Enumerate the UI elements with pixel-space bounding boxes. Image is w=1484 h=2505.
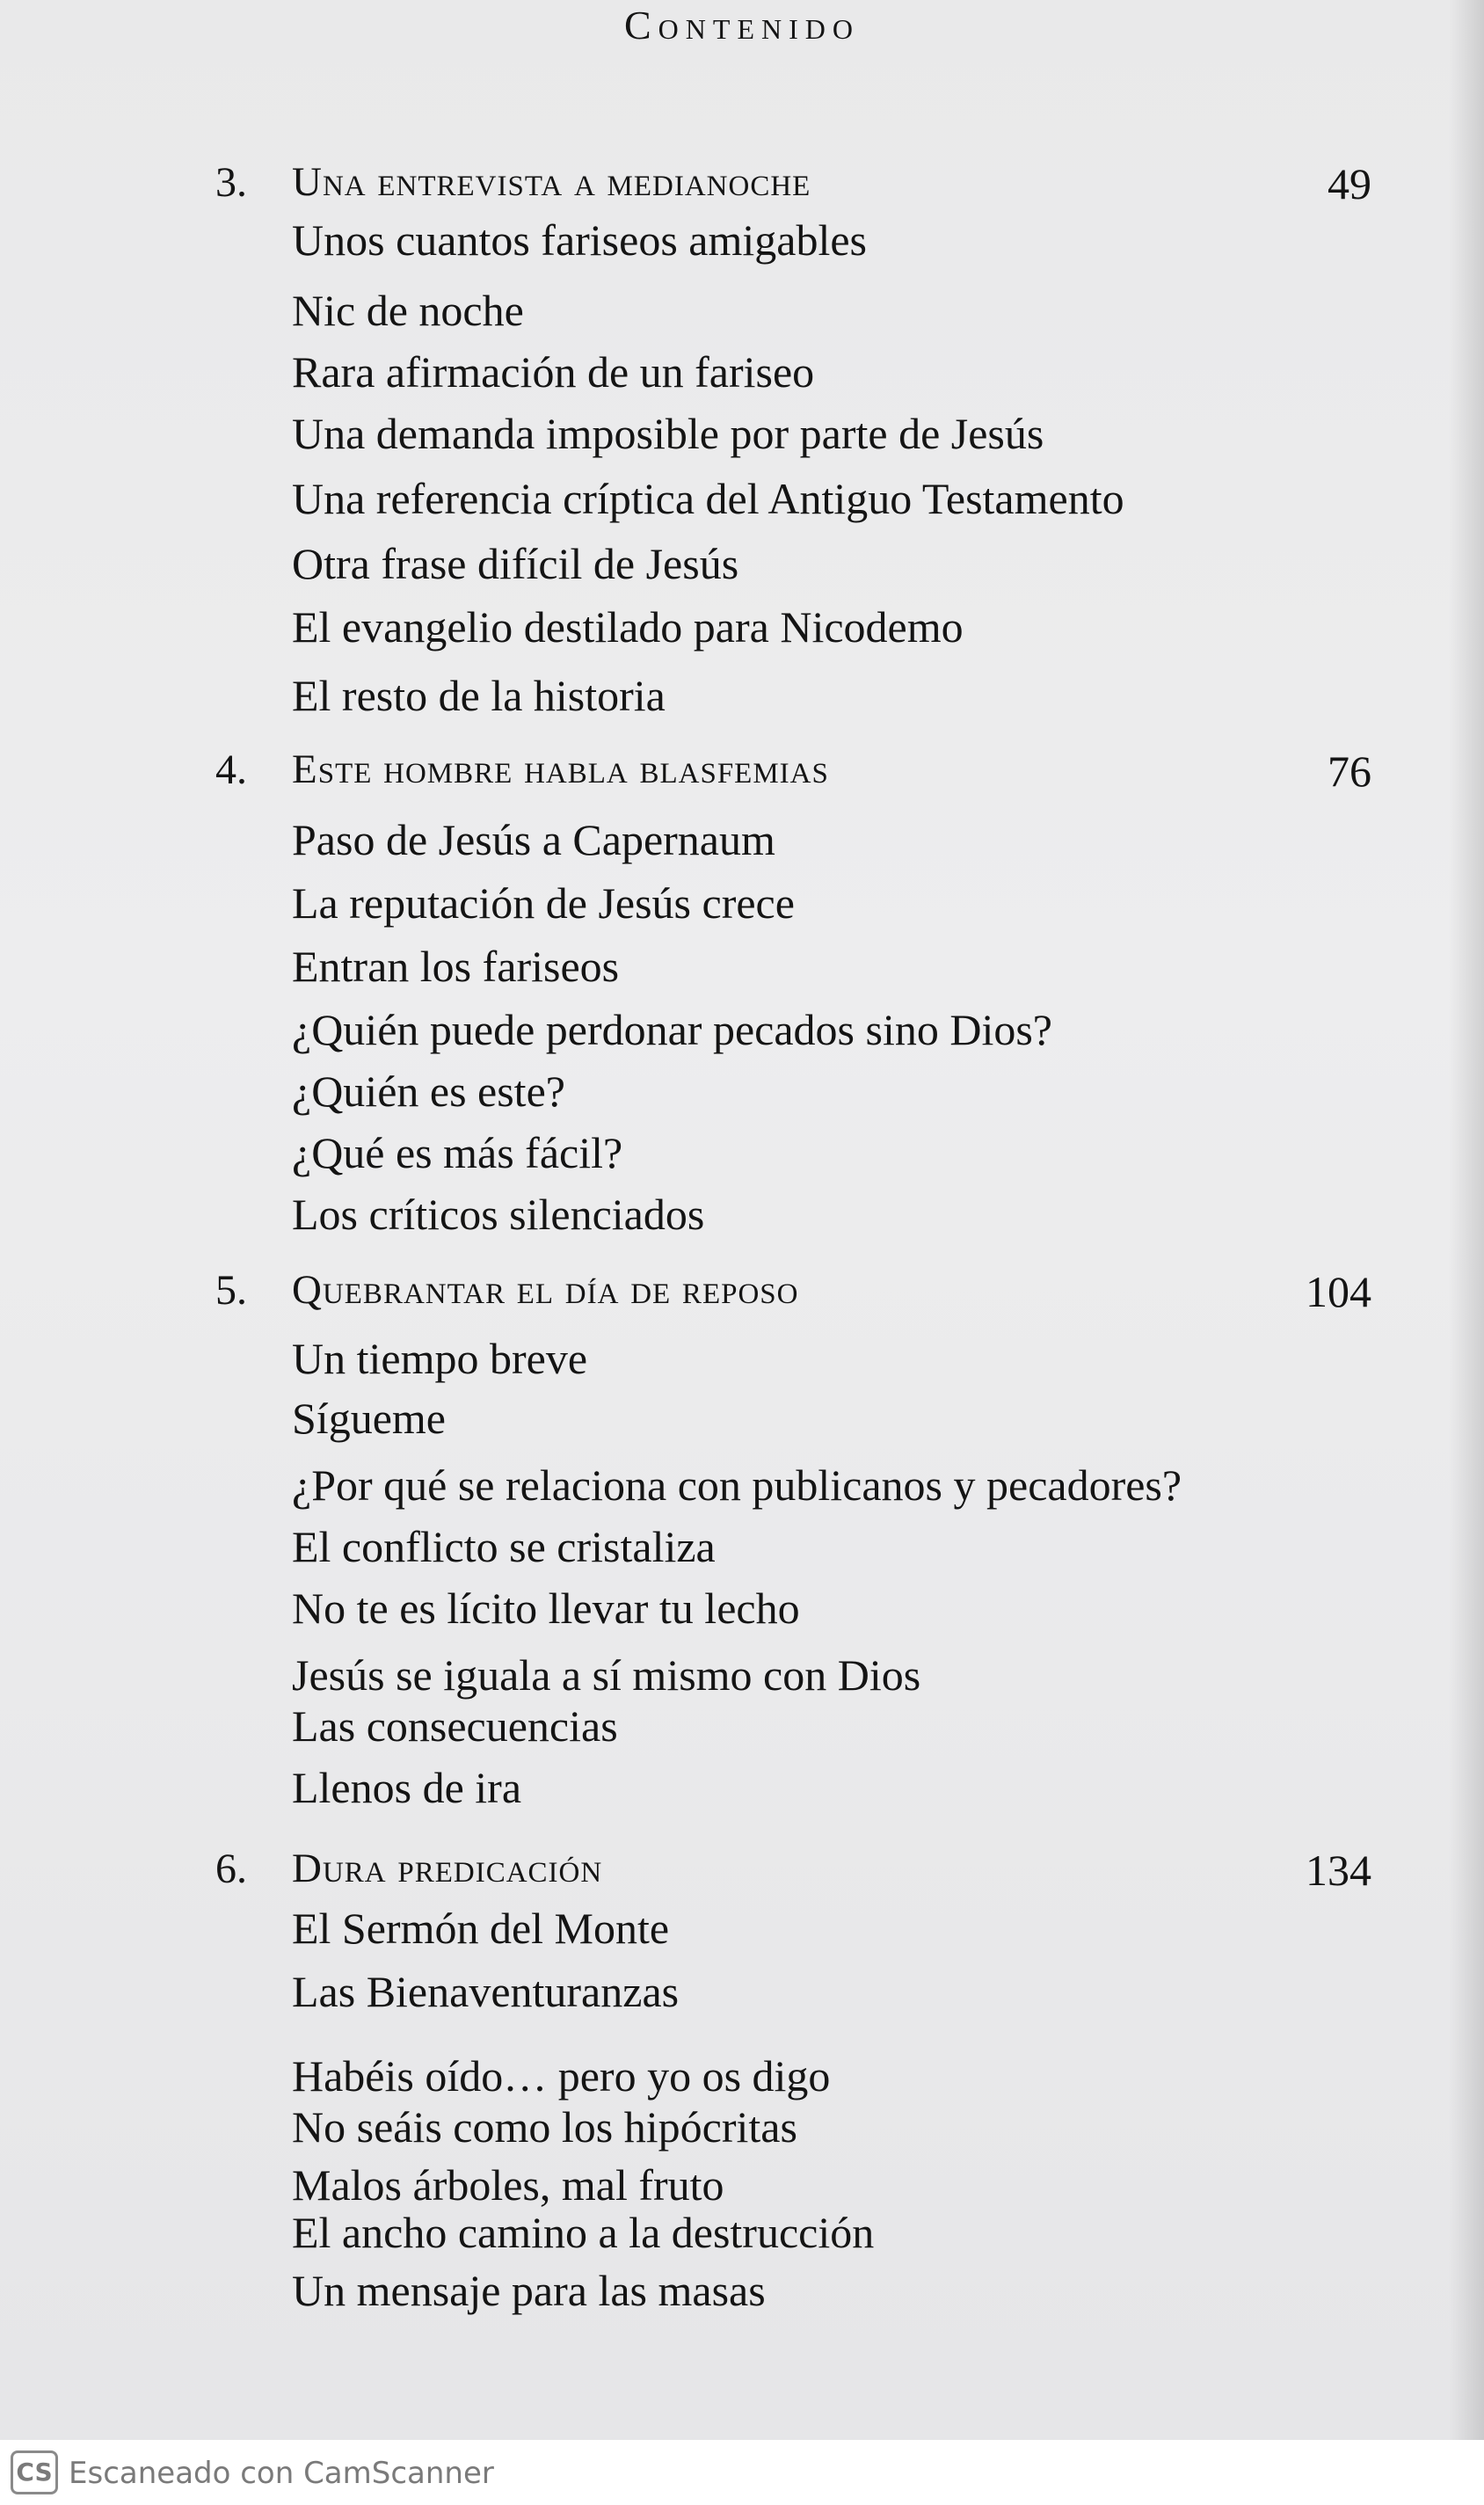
toc-entry: La reputación de Jesús crece <box>292 878 795 928</box>
toc-entry: Un tiempo breve <box>292 1334 588 1383</box>
chapter-title: Una entrevista a medianoche <box>292 159 811 205</box>
chapter-page-number: 49 <box>1328 159 1371 208</box>
toc-entry: Paso de Jesús a Capernaum <box>292 815 775 864</box>
toc-entry: Unos cuantos fariseos amigables <box>292 215 868 265</box>
toc-entry: Las consecuencias <box>292 1701 618 1751</box>
chapter-number: 6. <box>215 1846 247 1892</box>
toc-entry: Sígueme <box>292 1394 446 1443</box>
toc-entry: Llenos de ira <box>292 1763 522 1812</box>
toc-entry: ¿Quién es este? <box>292 1067 565 1116</box>
toc-entry: Jesús se iguala a sí mismo con Dios <box>292 1650 921 1700</box>
scan-watermark-text: Escaneado con CamScanner <box>69 2456 494 2491</box>
toc-entry: Nic de noche <box>292 286 524 335</box>
chapter-page-number: 134 <box>1306 1846 1371 1895</box>
scan-footer <box>0 2440 1484 2505</box>
toc-entry: El ancho camino a la destrucción <box>292 2208 875 2257</box>
camscanner-logo-icon: CS <box>11 2450 58 2494</box>
toc-entry: No seáis como los hipócritas <box>292 2102 797 2152</box>
chapter-4-heading <box>0 746 1407 798</box>
chapter-title: Dura predicación <box>292 1846 603 1891</box>
toc-entry: Una demanda imposible por parte de Jesús <box>292 409 1044 458</box>
toc-entry: Malos árboles, mal fruto <box>292 2160 724 2210</box>
toc-entry: Los críticos silenciados <box>292 1190 705 1239</box>
toc-entry: El evangelio destilado para Nicodemo <box>292 602 964 652</box>
chapter-3-heading <box>0 158 1407 211</box>
chapter-page-number: 76 <box>1328 746 1371 796</box>
chapter-title: Quebrantar el día de reposo <box>292 1267 799 1313</box>
running-head: Contenido <box>624 3 860 47</box>
toc-entry: ¿Quién puede perdonar pecados sino Dios? <box>292 1005 1052 1054</box>
toc-entry: Un mensaje para las masas <box>292 2266 766 2315</box>
toc-entry: Las Bienaventuranzas <box>292 1967 680 2016</box>
chapter-title: Este hombre habla blasfemias <box>292 746 829 792</box>
toc-entry: ¿Por qué se relaciona con publicanos y pecadores? <box>292 1460 1182 1510</box>
toc-entry: El conflicto se cristaliza <box>292 1522 716 1571</box>
chapter-number: 3. <box>215 159 247 206</box>
chapter-page-number: 104 <box>1306 1267 1371 1316</box>
chapter-number: 5. <box>215 1267 247 1314</box>
page-edge-shadow <box>1449 0 1484 2440</box>
toc-entry: Otra frase difícil de Jesús <box>292 539 739 588</box>
toc-entry: No te es lícito llevar tu lecho <box>292 1584 800 1633</box>
chapter-6-heading <box>0 1845 1407 1897</box>
toc-entry: El Sermón del Monte <box>292 1904 670 1953</box>
chapter-number: 4. <box>215 746 247 793</box>
toc-entry: El resto de la historia <box>292 671 666 720</box>
toc-entry: Entran los fariseos <box>292 942 620 991</box>
toc-entry: Rara afirmación de un fariseo <box>292 347 815 397</box>
toc-entry: ¿Qué es más fácil? <box>292 1128 623 1177</box>
toc-entry: Habéis oído… pero yo os digo <box>292 2051 831 2101</box>
toc-entry: Una referencia críptica del Antiguo Testamento <box>292 474 1124 523</box>
chapter-5-heading <box>0 1266 1407 1319</box>
